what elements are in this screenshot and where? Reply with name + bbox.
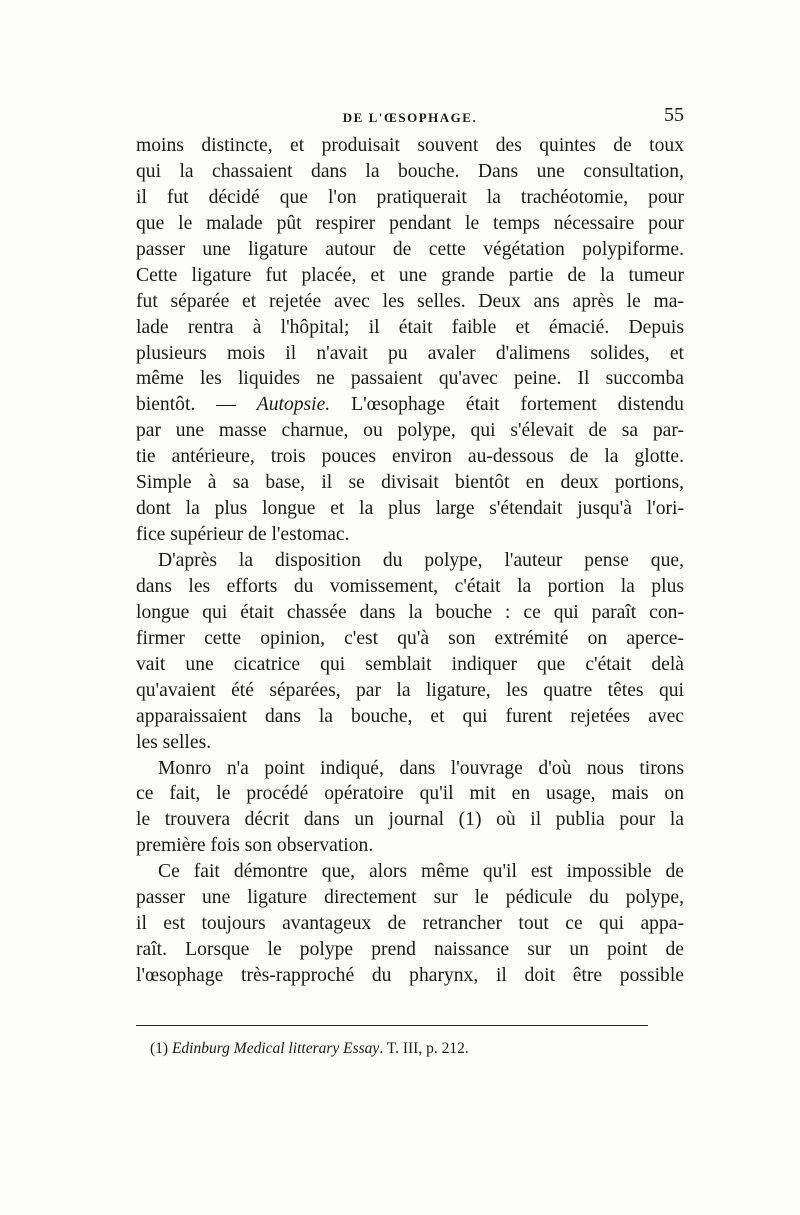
text-line: raît. Lorsque le polype prend naissance sur un point de bbox=[136, 939, 684, 961]
paragraph-4 bbox=[136, 859, 684, 989]
footnote-title: Edinburg Medical litterary Essay bbox=[171, 1040, 380, 1057]
text-line: apparaissaient dans la bouche, et qui furent rejetées avec bbox=[136, 705, 684, 727]
running-head: DE L'ŒSOPHAGE. bbox=[342, 110, 478, 125]
autopsy-after: L'œsophage était fortement distendu bbox=[330, 394, 684, 416]
text-line: Monro n'a point indiqué, dans l'ouvrage d'où nous tirons bbox=[158, 757, 684, 779]
text-line: par une masse charnue, ou polype, qui s'élevait de sa par- bbox=[136, 420, 684, 442]
text-line: il fut décidé que l'on pratiquerait la trachéotomie, pour bbox=[136, 186, 684, 208]
text-line: Cette ligature fut placée, et une grande partie de la tumeur bbox=[136, 264, 684, 286]
text-line: le trouvera décrit dans un journal (1) où il publia pour la bbox=[136, 809, 684, 831]
body-text bbox=[136, 133, 684, 989]
paragraph-3 bbox=[136, 756, 684, 860]
text-line: qu'avaient été séparées, par la ligature, les quatre têtes qui bbox=[136, 679, 684, 701]
text-line: lade rentra à l'hôpital; il était faible et émacié. Depuis bbox=[136, 316, 684, 338]
paragraph-1 bbox=[136, 133, 684, 548]
text-line: ce fait, le procédé opératoire qu'il mit en usage, mais on bbox=[136, 783, 684, 805]
page-number: 55 bbox=[664, 104, 684, 126]
text-line: fice supérieur de l'estomac. bbox=[136, 524, 350, 546]
text-line: moins distincte, et produisait souvent des quintes de toux bbox=[136, 135, 684, 156]
text-line: il est toujours avantageux de retrancher tout ce qui appa- bbox=[136, 913, 684, 935]
page-header bbox=[136, 104, 684, 128]
footnote bbox=[150, 1040, 670, 1058]
text-line: vait une cicatrice qui semblait indiquer que c'était delà bbox=[136, 653, 684, 675]
text-line: Simple à sa base, il se divisait bientôt en deux portions, bbox=[136, 472, 684, 494]
text-line: D'après la disposition du polype, l'auteur pense que, bbox=[158, 550, 684, 571]
autopsy-line bbox=[136, 392, 684, 418]
text-line: passer une ligature directement sur le pédicule du polype, bbox=[136, 887, 684, 909]
footnote-rule bbox=[136, 1025, 648, 1026]
text-line: longue qui était chassée dans la bouche : ce qui paraît con- bbox=[136, 601, 684, 623]
text-line: les selles. bbox=[136, 731, 212, 753]
autopsy-heading: Autopsie. bbox=[256, 394, 331, 416]
text-line: première fois son observation. bbox=[136, 835, 374, 857]
text-line: tie antérieure, trois pouces environ au-dessous de la glotte. bbox=[136, 446, 684, 468]
text-line: plusieurs mois il n'avait pu avaler d'alimens solides, et bbox=[136, 342, 684, 364]
paragraph-2 bbox=[136, 548, 684, 756]
text-line: firmer cette opinion, c'est qu'à son extrémité on aperce- bbox=[136, 627, 684, 649]
text-line: fut séparée et rejetée avec les selles. Deux ans après le ma- bbox=[136, 290, 684, 312]
text-line: même les liquides ne passaient qu'avec peine. Il succomba bbox=[136, 368, 684, 390]
text-line: dans les efforts du vomissement, c'était la portion la plus bbox=[136, 575, 684, 597]
text-line: qui la chassaient dans la bouche. Dans une consultation, bbox=[136, 160, 684, 182]
autopsy-before: bientôt. — bbox=[136, 394, 257, 416]
footnote-reference: . T. III, p. 212. bbox=[379, 1040, 469, 1057]
text-line: Ce fait démontre que, alors même qu'il est impossible de bbox=[158, 861, 684, 883]
text-line: l'œsophage très-rapproché du pharynx, il doit être possible bbox=[136, 965, 684, 986]
footnote-marker: (1) bbox=[150, 1040, 172, 1057]
text-line: que le malade pût respirer pendant le temps nécessaire pour bbox=[136, 212, 684, 234]
text-line: passer une ligature autour de cette végétation polypiforme. bbox=[136, 238, 684, 260]
text-line: dont la plus longue et la plus large s'étendait jusqu'à l'ori- bbox=[136, 498, 684, 520]
